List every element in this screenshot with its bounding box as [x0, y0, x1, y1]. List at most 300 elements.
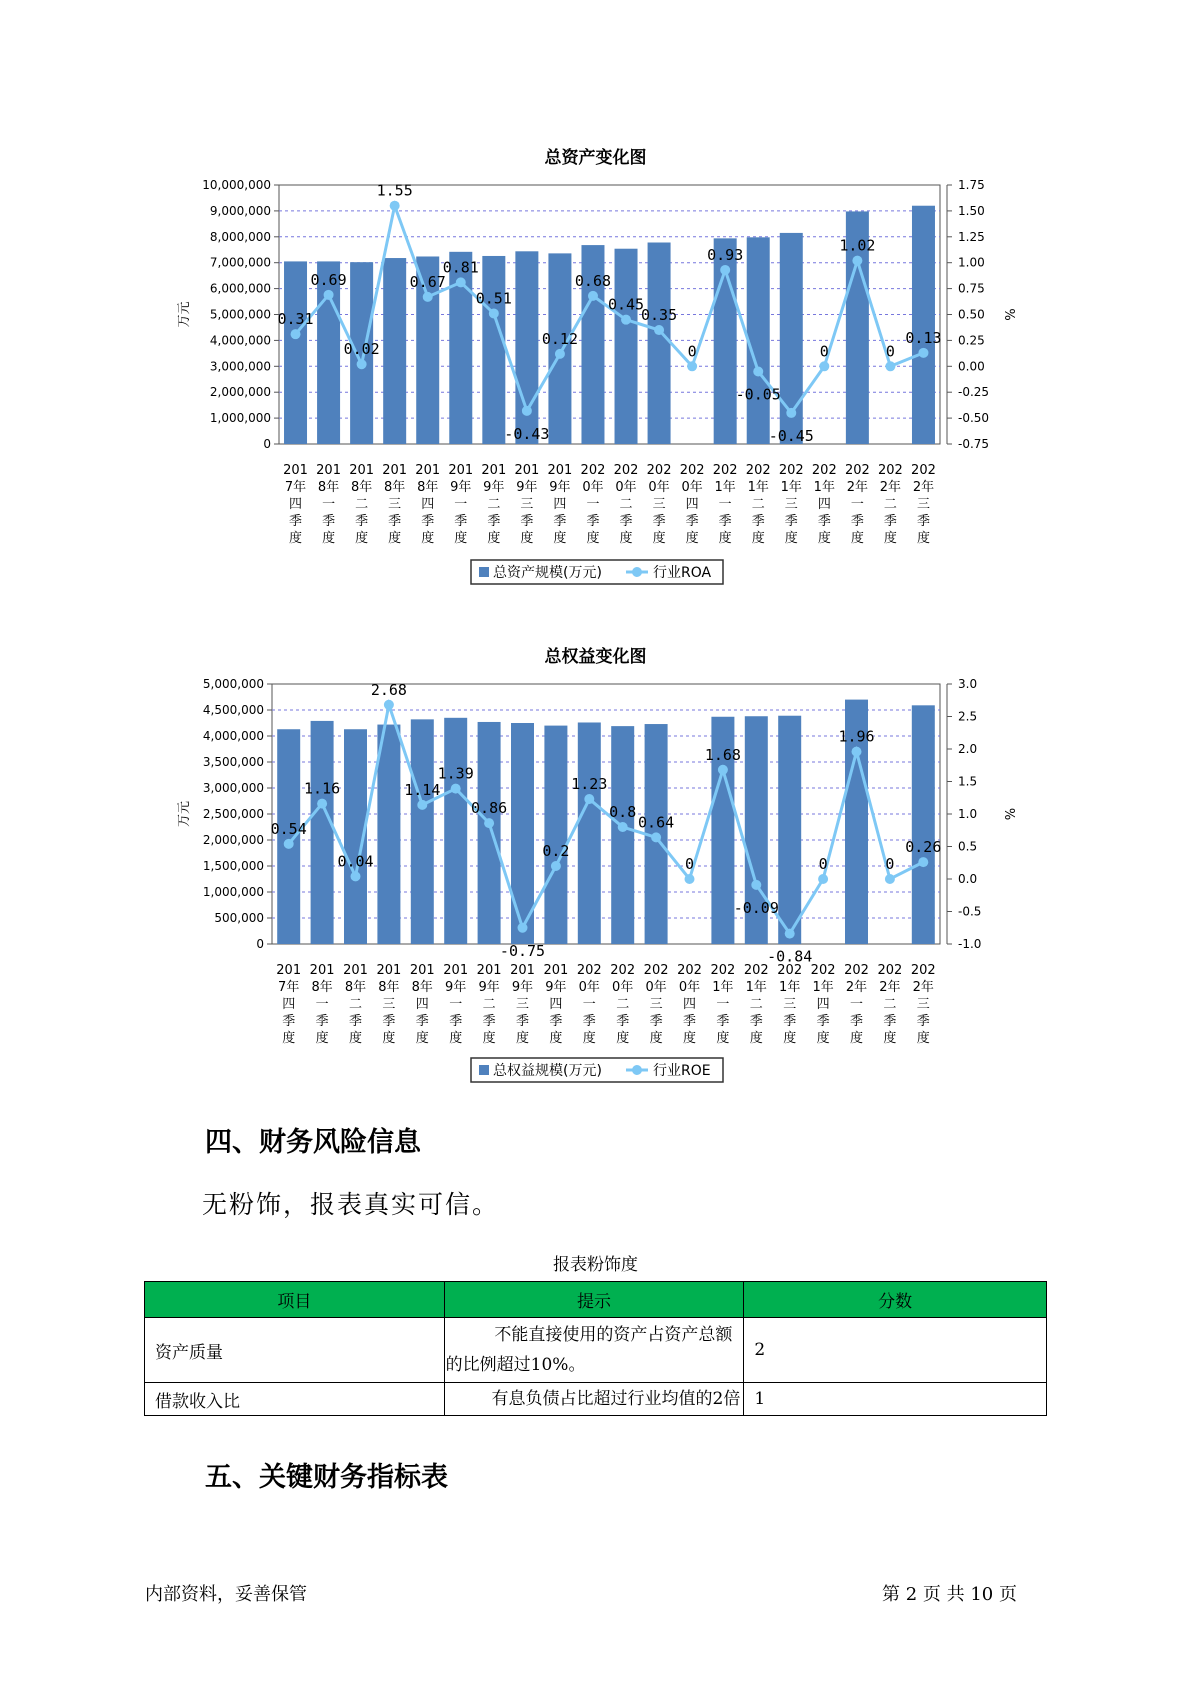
- x-tick-label: 202: [712, 463, 738, 478]
- bar: [444, 718, 467, 944]
- data-label: 1.39: [437, 764, 474, 783]
- data-label: -0.75: [499, 941, 546, 960]
- data-label: 1.02: [839, 236, 876, 255]
- x-tick-label: 季: [586, 514, 600, 529]
- x-tick-label: 三: [784, 497, 798, 512]
- x-tick-label: 季: [382, 1014, 396, 1029]
- x-tick-label: 季: [749, 1014, 763, 1029]
- data-label: 0.35: [641, 306, 678, 325]
- x-tick-label: 一: [718, 497, 732, 512]
- x-tick-label: 1年: [813, 480, 835, 495]
- x-tick-label: 四: [421, 497, 435, 512]
- y-tick-label: 2,000,000: [202, 833, 264, 847]
- x-tick-label: 201: [309, 963, 335, 978]
- x-tick-label: 季: [783, 1014, 797, 1029]
- section5-heading: 五、关键财务指标表: [205, 1462, 448, 1493]
- header-item: 项目: [145, 1282, 445, 1318]
- x-tick-label: 季: [649, 1014, 663, 1029]
- y2-tick-label: 0.75: [958, 281, 985, 296]
- x-tick-label: 0年: [578, 980, 600, 995]
- x-tick-label: 度: [916, 1031, 930, 1046]
- y-tick-label: 3,000,000: [209, 359, 271, 374]
- x-tick-label: 度: [883, 1031, 897, 1046]
- x-tick-label: 度: [449, 1031, 463, 1046]
- x-tick-label: 度: [649, 1031, 663, 1046]
- y2-tick-label: -1.0: [958, 937, 982, 951]
- legend-label: 行业ROE: [653, 1063, 711, 1079]
- x-tick-label: 度: [849, 1031, 864, 1046]
- data-label: 0.04: [337, 852, 374, 871]
- x-tick-label: 一: [582, 997, 596, 1012]
- x-tick-label: 8年: [344, 980, 367, 995]
- y2-tick-label: -0.75: [958, 437, 990, 451]
- x-tick-label: 0年: [681, 480, 703, 495]
- x-tick-label: 一: [449, 997, 463, 1012]
- x-tick-label: 季: [322, 514, 336, 529]
- line-point: [718, 765, 728, 775]
- y2-tick-label: 1.00: [958, 255, 985, 270]
- x-tick-label: 度: [421, 531, 435, 546]
- x-tick-label: 2年: [846, 480, 869, 495]
- bar: [609, 726, 637, 944]
- x-tick-label: 度: [553, 531, 567, 546]
- x-tick-label: 9年: [445, 980, 467, 995]
- x-tick-label: 度: [817, 531, 831, 546]
- bar: [542, 726, 570, 944]
- x-tick-label: 2年: [879, 480, 902, 495]
- line-point: [451, 784, 461, 794]
- y-tick-label: 2,500,000: [202, 807, 264, 821]
- data-label: 1.55: [376, 181, 413, 200]
- y2-tick-label: 0.00: [958, 359, 985, 374]
- y-tick-label: 8,000,000: [209, 229, 271, 244]
- row-hint-line: 的比例超过10%。: [445, 1355, 586, 1375]
- data-label: 0.12: [541, 329, 578, 348]
- legend-line-marker: [632, 1065, 642, 1075]
- y2-tick-label: 0.25: [958, 333, 985, 348]
- x-tick-label: 度: [784, 531, 798, 546]
- x-tick-label: 度: [549, 1031, 563, 1046]
- legend-label: 总权益规模(万元): [493, 1063, 602, 1079]
- x-tick-label: 一: [322, 497, 336, 512]
- x-tick-label: 202: [576, 963, 602, 978]
- x-tick-label: 8年: [317, 480, 340, 495]
- y-axis-title: 万元: [177, 800, 192, 828]
- y2-tick-label: -0.25: [958, 385, 990, 400]
- data-label: 0.54: [270, 819, 307, 838]
- header-hint: 提示: [444, 1282, 744, 1318]
- x-tick-label: 度: [718, 531, 732, 546]
- y2-axis-title: %: [1001, 308, 1016, 321]
- line-point: [484, 818, 494, 828]
- x-tick-label: 1年: [780, 480, 802, 495]
- x-tick-label: 三: [916, 997, 930, 1012]
- x-tick-label: 度: [382, 1031, 396, 1046]
- data-label: 0.8: [609, 803, 637, 821]
- x-tick-label: 二: [619, 497, 633, 512]
- x-tick-label: 度: [454, 531, 468, 546]
- data-label: 0.45: [607, 295, 645, 314]
- x-tick-label: 季: [449, 1014, 463, 1029]
- x-tick-label: 季: [784, 514, 798, 529]
- row-hint: 有息负债占比超过行业均值的2倍: [444, 1383, 744, 1416]
- x-tick-label: 三: [916, 497, 930, 512]
- x-tick-label: 2年: [912, 480, 935, 495]
- data-label: -0.45: [768, 426, 814, 445]
- line-point: [918, 857, 928, 867]
- x-tick-label: 2年: [845, 980, 868, 995]
- row-hint-line: 不能直接使用的资产占资产总额: [494, 1325, 733, 1345]
- x-tick-label: 0年: [648, 480, 670, 495]
- footer-page-number: 第 2 页 共 10 页: [882, 1584, 1017, 1605]
- x-tick-label: 度: [315, 1031, 329, 1046]
- y2-tick-label: -0.50: [958, 411, 990, 426]
- x-tick-label: 8年: [378, 980, 400, 995]
- y2-tick-label: 1.50: [958, 203, 985, 218]
- x-tick-label: 202: [777, 963, 803, 978]
- x-tick-label: 季: [388, 514, 402, 529]
- x-tick-label: 度: [487, 531, 501, 546]
- data-label: 0.2: [542, 842, 570, 860]
- x-tick-label: 季: [916, 1014, 930, 1029]
- x-tick-label: 201: [382, 463, 408, 478]
- x-tick-label: 季: [549, 1014, 563, 1029]
- data-label: 2.68: [370, 680, 407, 699]
- x-tick-label: 季: [849, 1014, 864, 1029]
- x-tick-label: 二: [482, 997, 496, 1012]
- data-label: 0: [885, 855, 895, 873]
- y-tick-label: 4,000,000: [209, 333, 271, 348]
- x-tick-label: 202: [613, 463, 639, 478]
- x-tick-label: 季: [515, 1014, 530, 1029]
- data-label: 0: [684, 855, 695, 873]
- x-tick-label: 四: [553, 497, 567, 512]
- bar: [311, 721, 334, 944]
- x-tick-label: 9年: [511, 980, 534, 995]
- y2-tick-label: 3.0: [958, 677, 978, 691]
- y2-tick-label: 2.0: [958, 742, 978, 756]
- x-tick-label: 季: [916, 514, 930, 529]
- x-tick-label: 201: [443, 963, 469, 978]
- line-point: [618, 822, 628, 832]
- x-tick-label: 1年: [812, 980, 834, 995]
- data-label: -0.05: [735, 385, 781, 404]
- x-tick-label: 度: [582, 1031, 596, 1046]
- x-tick-label: 202: [878, 463, 903, 478]
- x-tick-label: 202: [646, 463, 672, 478]
- x-tick-label: 201: [376, 963, 402, 978]
- data-label: 0: [819, 342, 829, 361]
- line-point: [818, 874, 828, 884]
- x-tick-label: 季: [685, 514, 699, 529]
- x-tick-label: 度: [355, 531, 369, 546]
- x-tick-label: 三: [388, 497, 402, 512]
- row-hint: [444, 1318, 744, 1383]
- x-tick-label: 季: [682, 1014, 697, 1029]
- y2-axis-title: %: [1001, 807, 1016, 821]
- y-tick-label: 1,000,000: [209, 411, 271, 426]
- x-tick-label: 度: [749, 1031, 763, 1046]
- data-label: -0.43: [504, 424, 550, 443]
- x-tick-label: 9年: [483, 480, 505, 495]
- x-tick-label: 202: [810, 963, 836, 978]
- x-tick-label: 7年: [284, 480, 307, 495]
- line-point: [785, 929, 795, 939]
- data-label: 0.93: [707, 245, 744, 264]
- data-label: 1.96: [838, 727, 875, 746]
- row-item: 资产质量: [145, 1318, 445, 1383]
- line-point: [651, 832, 661, 842]
- data-label: -0.84: [767, 947, 813, 966]
- x-tick-label: 202: [745, 463, 771, 478]
- x-tick-label: 度: [586, 531, 600, 546]
- line-point: [685, 874, 695, 884]
- x-tick-label: 9年: [516, 480, 538, 495]
- x-tick-label: 0年: [645, 980, 667, 995]
- x-tick-label: 三: [520, 497, 534, 512]
- x-tick-label: 季: [616, 1014, 630, 1029]
- section4-heading: 四、财务风险信息: [205, 1127, 421, 1158]
- row-item: 借款收入比: [145, 1383, 445, 1416]
- x-tick-label: 三: [515, 997, 530, 1012]
- x-tick-label: 201: [349, 463, 375, 478]
- chart1-title: 总资产变化图: [544, 148, 647, 168]
- x-tick-label: 一: [586, 497, 600, 512]
- x-tick-label: 201: [415, 463, 441, 478]
- line-point: [417, 800, 427, 810]
- line-point: [384, 700, 394, 710]
- x-tick-label: 度: [682, 1031, 697, 1046]
- x-tick-label: 度: [783, 1031, 797, 1046]
- table-row: [145, 1383, 1047, 1416]
- x-tick-label: 1年: [745, 980, 767, 995]
- table-row: [145, 1318, 1047, 1383]
- data-label: 0.13: [905, 328, 942, 347]
- x-tick-label: 三: [382, 997, 396, 1012]
- x-tick-label: 度: [348, 1031, 363, 1046]
- x-tick-label: 度: [916, 531, 930, 546]
- y-tick-label: 10,000,000: [202, 178, 271, 192]
- x-tick-label: 季: [883, 1014, 897, 1029]
- x-tick-label: 202: [643, 963, 669, 978]
- y2-tick-label: 0.0: [958, 872, 978, 886]
- x-tick-label: 201: [448, 463, 474, 478]
- x-tick-label: 201: [543, 963, 569, 978]
- data-label: 0: [687, 342, 697, 361]
- data-label: 1.23: [571, 775, 608, 794]
- bar: [578, 722, 601, 944]
- y-tick-label: 0: [256, 937, 264, 951]
- legend-bar-swatch: [479, 1065, 489, 1075]
- line-point: [284, 839, 294, 849]
- x-tick-label: 度: [322, 531, 336, 546]
- line-point: [751, 880, 761, 890]
- x-tick-label: 季: [850, 514, 864, 529]
- legend-label: 总资产规模(万元): [493, 565, 602, 581]
- y2-tick-label: 2.5: [958, 709, 978, 724]
- x-tick-label: 一: [716, 997, 730, 1012]
- x-tick-label: 8年: [350, 480, 373, 495]
- y-tick-label: 0: [263, 437, 271, 451]
- x-tick-label: 季: [883, 514, 897, 529]
- x-tick-label: 8年: [411, 980, 433, 995]
- data-label: 0.81: [442, 258, 479, 277]
- x-tick-label: 度: [751, 531, 765, 546]
- x-tick-label: 二: [348, 997, 363, 1012]
- x-tick-label: 度: [716, 1031, 730, 1046]
- x-tick-label: 1年: [714, 480, 736, 495]
- y-tick-label: 9,000,000: [209, 203, 271, 218]
- legend: [471, 1058, 723, 1082]
- x-tick-label: 202: [911, 463, 936, 478]
- line-point: [584, 794, 594, 804]
- x-tick-label: 202: [679, 463, 705, 478]
- x-tick-label: 0年: [582, 480, 604, 495]
- x-tick-label: 度: [515, 1031, 530, 1046]
- line-point: [317, 799, 327, 809]
- x-tick-label: 一: [315, 997, 329, 1012]
- risk-table-caption: 报表粉饰度: [553, 1255, 638, 1275]
- x-tick-label: 201: [547, 463, 573, 478]
- x-tick-label: 三: [652, 497, 666, 512]
- x-tick-label: 0年: [612, 980, 634, 995]
- footer-left: 内部资料，妥善保管: [145, 1584, 307, 1605]
- x-tick-label: 202: [910, 963, 936, 978]
- x-tick-label: 季: [751, 514, 765, 529]
- data-label: 0.51: [475, 289, 512, 308]
- x-tick-label: 1年: [779, 980, 801, 995]
- row-score: 1: [744, 1383, 1047, 1416]
- data-label: 0: [818, 855, 828, 873]
- data-label: -0.09: [733, 898, 779, 917]
- bar: [377, 725, 400, 944]
- x-tick-label: 201: [276, 963, 302, 978]
- x-tick-label: 8年: [384, 480, 406, 495]
- x-tick-label: 度: [520, 531, 534, 546]
- data-label: 0.69: [310, 270, 347, 289]
- y2-tick-label: 1.0: [958, 807, 978, 821]
- x-tick-label: 四: [282, 997, 296, 1012]
- legend-label: 行业ROA: [653, 565, 712, 581]
- x-tick-label: 度: [652, 531, 666, 546]
- x-tick-label: 季: [487, 514, 501, 529]
- x-tick-label: 季: [282, 1014, 296, 1029]
- y-tick-label: 1,000,000: [202, 885, 264, 899]
- x-tick-label: 季: [816, 1014, 830, 1029]
- header-score: 分数: [744, 1282, 1047, 1318]
- x-tick-label: 季: [289, 514, 303, 529]
- y2-tick-label: 1.75: [958, 178, 985, 192]
- x-tick-label: 季: [652, 514, 666, 529]
- x-tick-label: 季: [355, 514, 369, 529]
- x-tick-label: 四: [685, 497, 699, 512]
- x-tick-label: 季: [520, 514, 534, 529]
- x-tick-label: 201: [316, 463, 341, 478]
- x-tick-label: 9年: [549, 480, 571, 495]
- x-tick-label: 二: [751, 497, 765, 512]
- x-tick-label: 2年: [912, 980, 934, 995]
- x-tick-label: 季: [619, 514, 633, 529]
- x-tick-label: 度: [289, 531, 303, 546]
- data-label: 0: [885, 342, 895, 361]
- data-label: 0.67: [409, 272, 446, 291]
- y-tick-label: 1,500,000: [202, 859, 264, 873]
- y2-tick-label: 0.5: [958, 839, 978, 854]
- data-label: 0.31: [277, 310, 314, 329]
- x-tick-label: 三: [649, 997, 663, 1012]
- x-tick-label: 四: [682, 997, 697, 1012]
- y-tick-label: 5,000,000: [209, 307, 271, 322]
- line-point: [351, 871, 361, 881]
- x-tick-label: 8年: [311, 980, 333, 995]
- x-tick-label: 202: [844, 463, 870, 478]
- x-tick-label: 二: [883, 997, 897, 1012]
- x-tick-label: 季: [482, 1014, 496, 1029]
- bar: [411, 719, 434, 944]
- x-tick-label: 一: [454, 497, 468, 512]
- x-tick-label: 二: [749, 997, 763, 1012]
- x-tick-label: 201: [510, 963, 535, 978]
- x-tick-label: 9年: [545, 980, 567, 995]
- x-tick-label: 季: [315, 1014, 329, 1029]
- x-tick-label: 度: [816, 1031, 830, 1046]
- x-tick-label: 0年: [678, 980, 701, 995]
- x-tick-label: 201: [283, 463, 308, 478]
- x-tick-label: 度: [619, 531, 633, 546]
- x-tick-label: 四: [289, 497, 303, 512]
- data-label: 1.16: [304, 779, 341, 798]
- section4-text: 无粉饰，报表真实可信。: [202, 1190, 500, 1219]
- table-header-row: [145, 1282, 1047, 1318]
- x-tick-label: 1年: [712, 980, 734, 995]
- bar: [778, 716, 801, 944]
- y-tick-label: 6,000,000: [209, 281, 271, 296]
- data-label: 1.68: [704, 745, 741, 764]
- x-tick-label: 季: [817, 514, 831, 529]
- y-tick-label: 5,000,000: [202, 677, 264, 691]
- x-tick-label: 度: [616, 1031, 630, 1046]
- x-tick-label: 9年: [450, 480, 472, 495]
- data-label: 0.86: [471, 799, 508, 818]
- line-point: [885, 874, 895, 884]
- y-axis-title: 万元: [177, 301, 192, 328]
- x-tick-label: 度: [850, 531, 864, 546]
- bar: [912, 705, 935, 944]
- x-tick-label: 四: [415, 997, 429, 1012]
- x-tick-label: 2年: [879, 980, 901, 995]
- x-tick-label: 度: [282, 1031, 296, 1046]
- x-tick-label: 季: [553, 514, 567, 529]
- x-tick-label: 度: [415, 1031, 429, 1046]
- x-tick-label: 202: [610, 963, 636, 978]
- x-tick-label: 202: [743, 963, 769, 978]
- line-point: [518, 923, 528, 933]
- x-tick-label: 202: [811, 463, 837, 478]
- y2-tick-label: 1.5: [958, 774, 978, 789]
- x-tick-label: 202: [710, 963, 736, 978]
- x-tick-label: 201: [343, 963, 368, 978]
- x-tick-label: 季: [415, 1014, 429, 1029]
- data-label: 1.14: [404, 780, 441, 799]
- x-tick-label: 201: [476, 963, 502, 978]
- x-tick-label: 季: [582, 1014, 596, 1029]
- x-tick-label: 202: [877, 963, 903, 978]
- y-tick-label: 500,000: [214, 911, 264, 925]
- x-tick-label: 201: [481, 463, 507, 478]
- data-label: 0.68: [574, 271, 612, 290]
- x-tick-label: 8年: [417, 480, 439, 495]
- x-tick-label: 季: [716, 1014, 730, 1029]
